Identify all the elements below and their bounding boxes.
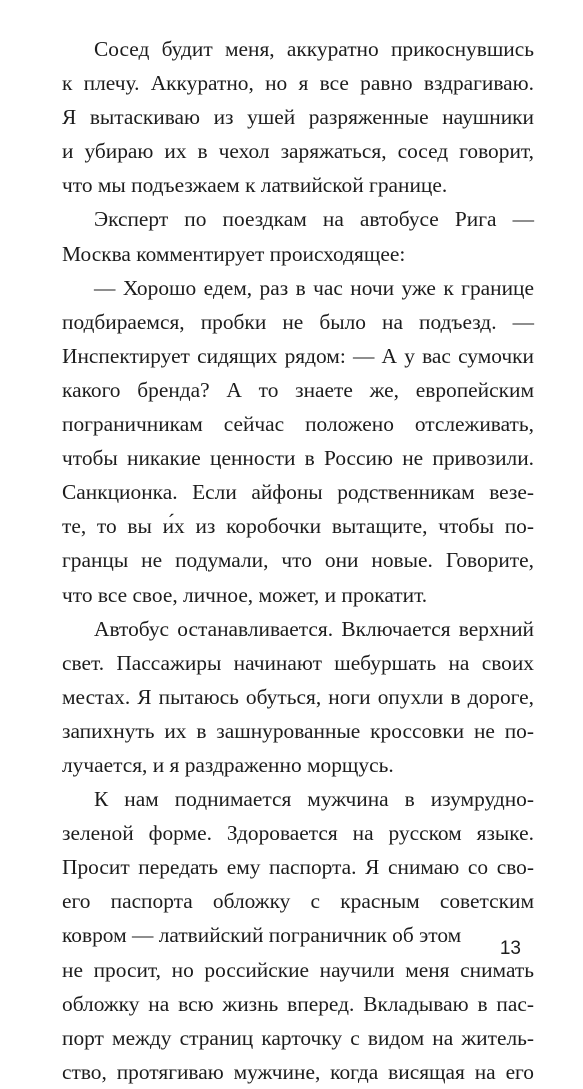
text-line: обложку на всю жизнь вперед. Вкладываю в пас- bbox=[62, 991, 534, 1016]
text-line: зеленой форме. Здоровается на русском языке. bbox=[62, 821, 534, 846]
text-line: Санкционка. Если айфоны родственникам везе- bbox=[62, 480, 534, 505]
text-line: свет. Пассажиры начинают шебуршать на своих bbox=[62, 650, 534, 675]
body-text bbox=[62, 32, 534, 1089]
text-line: Я вытаскиваю из ушей разряженные наушники bbox=[62, 105, 534, 130]
text-line: ство, протягиваю мужчине, когда висящая на его bbox=[62, 1059, 534, 1084]
text-line: Эксперт по поездкам на автобусе Рига — bbox=[94, 207, 534, 232]
text-line: — Хорошо едем, раз в час ночи уже к границе bbox=[94, 275, 534, 300]
text-line: ковром — латвийский пограничник об этом bbox=[62, 923, 462, 948]
text-line: его паспорта обложку с красным советским bbox=[62, 889, 534, 914]
text-line: Москва комментирует происходящее: bbox=[62, 241, 406, 266]
text-line: Автобус останавливается. Включается верхний bbox=[94, 616, 534, 641]
text-line: какого бренда? А то знаете же, европейским bbox=[62, 377, 534, 402]
text-line: порт между страниц карточку с видом на житель- bbox=[62, 1025, 534, 1050]
text-line: Инспектирует сидящих рядом: — А у вас сумочки bbox=[62, 343, 534, 368]
text-line: гранцы не подумали, что они новые. Говорите, bbox=[62, 548, 534, 573]
page-number: 13 bbox=[499, 938, 521, 959]
text-line: К нам поднимается мужчина в изумрудно- bbox=[94, 787, 534, 812]
text-line: пограничникам сейчас положено отслеживать, bbox=[62, 412, 534, 437]
text-line: местах. Я пытаюсь обуться, ноги опухли в дороге, bbox=[62, 684, 534, 709]
text-line: запихнуть их в зашнурованные кроссовки не по- bbox=[62, 718, 534, 743]
text-line: чтобы никакие ценности в Россию не привозили. bbox=[62, 446, 534, 471]
text-line: подбираемся, пробки не было на подъезд. — bbox=[62, 309, 534, 334]
text-line: и убираю их в чехол заряжаться, сосед говорит, bbox=[62, 139, 534, 164]
text-line: что мы подъезжаем к латвийской границе. bbox=[62, 173, 448, 198]
text-line: Просит передать ему паспорта. Я снимаю со сво- bbox=[62, 855, 534, 880]
text-line: к плечу. Аккуратно, но я все равно вздрагиваю. bbox=[62, 71, 534, 96]
text-line: те, то вы и́х из коробочки вытащите, чтобы по- bbox=[62, 514, 534, 539]
text-line: что все свое, личное, может, и прокатит. bbox=[62, 582, 428, 607]
text-line: не просит, но российские научили меня снимать bbox=[62, 957, 534, 982]
text-line: лучается, и я раздраженно морщусь. bbox=[62, 752, 394, 777]
text-line: Сосед будит меня, аккуратно прикоснувшись bbox=[94, 37, 534, 61]
